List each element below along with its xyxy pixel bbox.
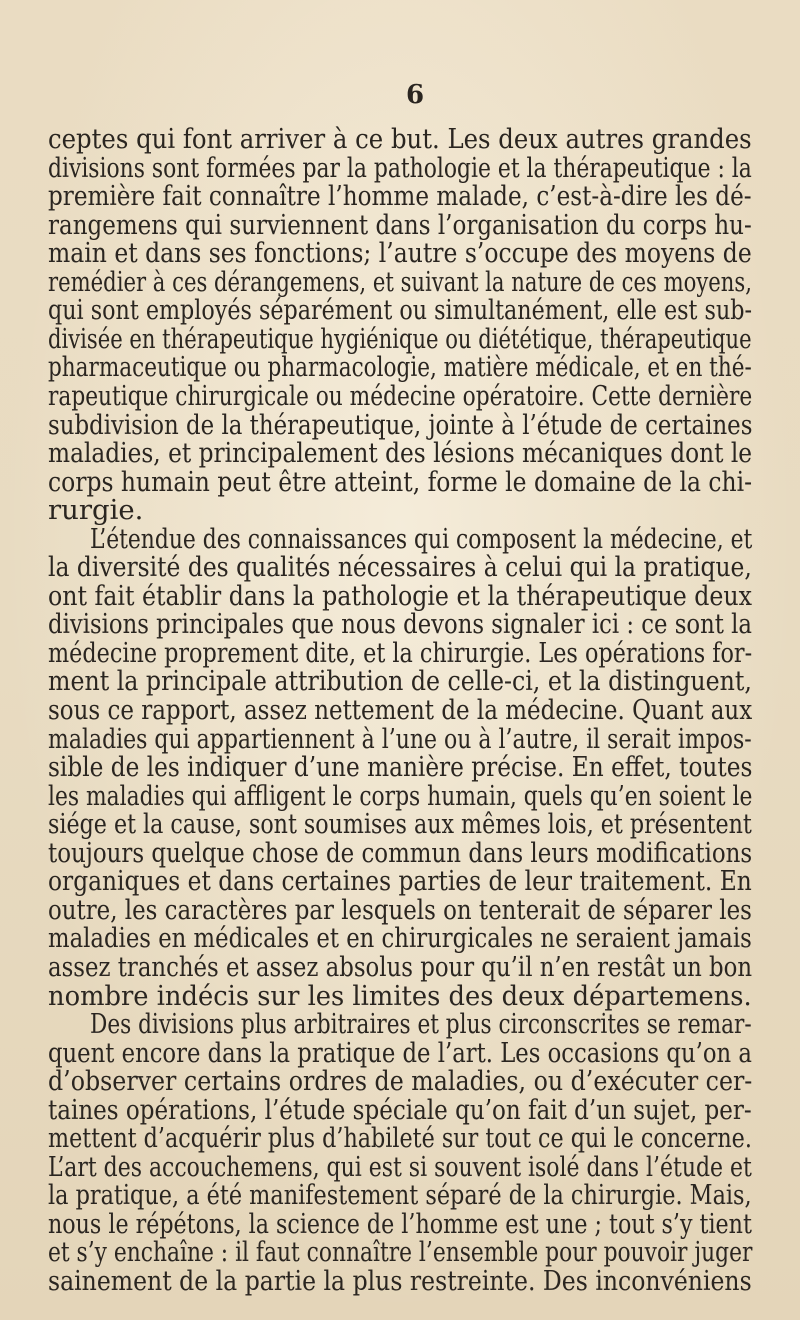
text-line: assez tranchés et assez absolus pour qu’il n’en restât un bon	[48, 950, 753, 983]
text-line: organiques et dans certaines parties de leur traitement. En	[48, 865, 752, 898]
text-line: divisée en thérapeutique hygiénique ou diététique, thérapeutique	[48, 322, 752, 355]
text-line: maladies qui appartiennent à l’une ou à l’autre, il serait impos-	[48, 722, 752, 755]
text-line: mettent d’acquérir plus d’habileté sur tout ce qui le concerne.	[48, 1122, 752, 1155]
text-line: d’observer certains ordres de maladies, ou d’exécuter cer-	[48, 1065, 753, 1098]
text-line: sible de les indiquer d’une manière précise. En effet, toutes	[48, 751, 753, 784]
text-line: main et dans ses fonctions; l’autre s’occupe des moyens de	[48, 237, 752, 270]
text-line: nombre indécis sur les limites des deux départemens.	[48, 979, 752, 1012]
text-line: divisions principales que nous devons signaler ici : ce sont la	[48, 608, 752, 641]
text-line: sainement de la partie la plus restreinte. Des inconvéniens	[48, 1265, 752, 1297]
text-line: L’art des accouchemens, qui est si souvent isolé dans l’étude et	[48, 1150, 752, 1183]
text-line: siége et la cause, sont soumises aux mêmes lois, et présentent	[48, 808, 752, 841]
text-line: L’étendue des connaissances qui composent la médecine, et	[90, 522, 753, 555]
text-line: sous ce rapport, assez nettement de la médecine. Quant aux	[48, 694, 753, 726]
text-line: première fait connaître l’homme malade, c’est-à-dire les dé-	[48, 180, 752, 213]
text-line: Des divisions plus arbitraires et plus circonscrites se remar-	[90, 1008, 752, 1041]
text-line: les maladies qui affligent le corps humain, quels qu’en soient le	[48, 779, 753, 812]
text-line: nous le répétons, la science de l’homme est une ; tout s’y tient	[48, 1207, 752, 1240]
text-line: subdivision de la thérapeutique, jointe à l’étude de certaines	[48, 408, 753, 441]
text-line: outre, les caractères par lesquels on tenterait de séparer les	[48, 893, 752, 926]
text-line: qui sont employés séparément ou simultanément, elle est sub-	[48, 294, 753, 327]
text-line: la pratique, a été manifestement séparé de la chirurgie. Mais,	[48, 1179, 752, 1212]
text-line: la diversité des qualités nécessaires à celui qui la pratique,	[48, 551, 752, 584]
text-line: rangemens qui surviennent dans l’organisation du corps hu-	[48, 208, 752, 241]
text-line: toujours quelque chose de commun dans leurs modifications	[48, 836, 753, 869]
text-line: et s’y enchaîne : il faut connaître l’ensemble pour pouvoir juger	[48, 1236, 753, 1269]
text-line: maladies, et principalement des lésions mécaniques dont le	[48, 437, 753, 470]
text-line: remédier à ces dérangemens, et suivant la nature de ces moyens,	[48, 265, 752, 298]
text-line: quent encore dans la pratique de l’art. Les occasions qu’on a	[48, 1036, 752, 1069]
text-line: rapeutique chirurgicale ou médecine opératoire. Cette dernière	[48, 379, 753, 412]
text-line: pharmaceutique ou pharmacologie, matière médicale, et en thé-	[48, 351, 752, 384]
text-line: corps humain peut être atteint, forme le domaine de la chi-	[48, 465, 753, 498]
text-line: taines opérations, l’étude spéciale qu’on fait d’un sujet, per-	[48, 1093, 752, 1126]
page-number: 6	[405, 80, 425, 110]
text-line: ment la principale attribution de celle-ci, et la distinguent,	[48, 665, 752, 698]
text-line: rurgie.	[48, 494, 144, 527]
text-line: divisions sont formées par la pathologie et la thérapeutique : la	[48, 151, 752, 184]
text-line: médecine proprement dite, et la chirurgie. Les opérations for-	[48, 636, 753, 669]
text-line: ceptes qui font arriver à ce but. Les deux autres grandes	[48, 123, 752, 155]
text-line: ont fait établir dans la pathologie et la thérapeutique deux	[48, 579, 753, 612]
text-line: maladies en médicales et en chirurgicales ne seraient jamais	[48, 922, 752, 955]
